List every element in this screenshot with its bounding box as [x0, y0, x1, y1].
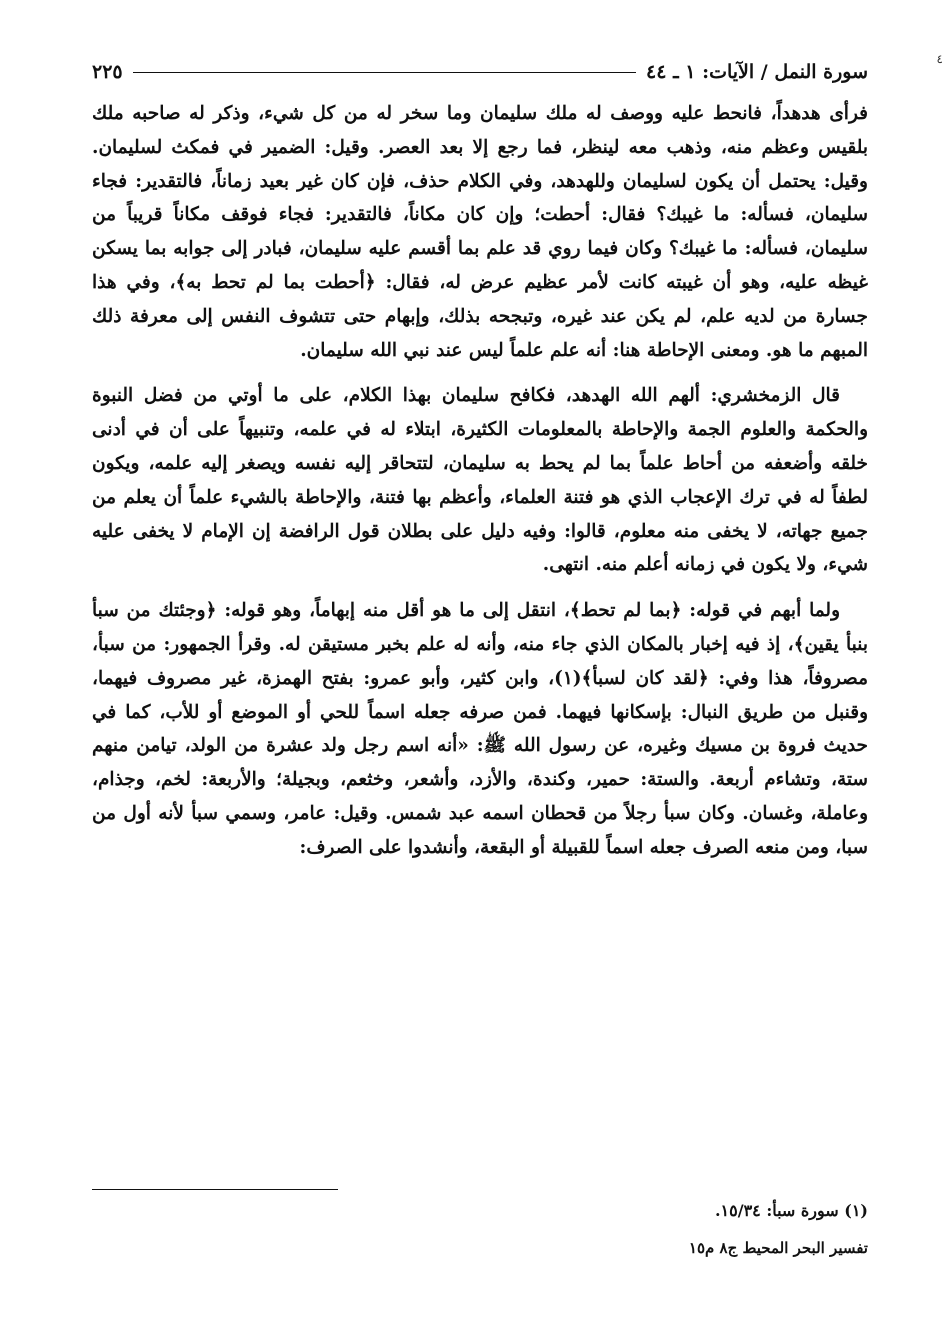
page-edge-mark: ٤ — [936, 52, 943, 66]
page-number: ٢٢٥ — [92, 61, 123, 83]
header-rule — [133, 72, 636, 73]
book-signature: تفسير البحر المحيط ج٨ م١٥ — [688, 1239, 868, 1257]
paragraph-3: ولما أبهم في قوله: ﴿بما لم تحط﴾، انتقل إلى ما هو أقل منه إبهاماً، وهو قوله: ﴿وجئتك من سبأ بنبأ يقين﴾، إذ فيه إخبار بالمكان الذي جاء منه، وأنه له علم بخبر مستيقن له. وقرأ الجمهور: من سبأ، مصروفاً، هذا وفي: ﴿لقد كان لسبأ﴾(١)، وابن كثير، وأبو عمرو: بفتح الهمزة، غير مصروف فيهما، وقنبل من طريق النبال: بإسكانها فيهما. فمن صرفه جعله اسماً للحي أو الموضع أو للأب، كما في حديث فروة بن مسيك وغيره، عن رسول الله ﷺ: «أنه اسم رجل ولد عشرة من الولد، تيامن منهم ستة، وتشاءم أربعة. والستة: حمير، وكندة، والأزد، وأشعر، وخثعم، وبجيلة؛ والأربعة: لخم، وجذام، وعاملة، وغسان. وكان سبأ رجلاً من قحطان اسمه عبد شمس. وقيل: عامر، وسمي سبأ لأنه أول من سبا، ومن منعه الصرف جعله اسماً للقبيلة أو البقعة، وأنشدوا على الصرف: — [92, 600, 868, 858]
surah-title: سورة النمل / الآيات: ١ ـ ٤٤ — [646, 61, 868, 83]
book-page — [92, 55, 868, 1315]
paragraph-1: فرأى هدهداً، فانحط عليه ووصف له ملك سليمان وما سخر له من كل شيء، وذكر له صاحبه ملك بلقيس وعظم منه، وذهب معه لينظر، فما رجع إلا بعد العصر. وقيل: الضمير في فمكث لسليمان. وقيل: يحتمل أن يكون لسليمان وللهدهد، وفي الكلام حذف، فإن كان غير بعيد زماناً، فالتقدير: فجاء سليمان، فسأله: ما غيبك؟ فقال: أحطت؛ وإن كان مكاناً، فالتقدير: فجاء فوقف مكاناً قريباً من سليمان، فسأله: ما غيبك؟ وكان فيما روي قد علم بما أقسم عليه سليمان، فبادر إلى جوابه بما يسكن غيظه عليه، وهو أن غيبته كانت لأمر عظيم عرض له، فقال: ﴿أحطت بما لم تحط به﴾، وفي هذا جسارة من لديه علم، لم يكن عند غيره، وتبجحه بذلك، وإبهام حتى تتشوف النفس إلى معرفة ذلك المبهم ما هو. ومعنى الإحاطة هنا: أنه علم علماً ليس عند نبي الله سليمان. — [92, 103, 868, 361]
paragraph-2: قال الزمخشري: ألهم الله الهدهد، فكافح سليمان بهذا الكلام، على ما أوتي من فضل النبوة والحكمة والعلوم الجمة والإحاطة بالمعلومات الكثيرة، ابتلاء له في علمه، وتنبيهاً على أن في أدنى خلقه وأضعفه من أحاط علماً بما لم يحط به سليمان، لتتحاقر إليه نفسه ويصغر إليه علمه، ويكون لطفاً له في ترك الإعجاب الذي هو فتنة العلماء، وأعظم بها فتنة، والإحاطة بالشيء علماً أن يعلم من جميع جهاته، لا يخفى منه معلوم، قالوا: وفيه دليل على بطلان قول الرافضة إن الإمام لا يخفى عليه شيء، ولا يكون في زمانه أعلم منه. انتهى. — [92, 385, 868, 576]
footnote: (١) سورة سبأ: ١٥/٣٤. — [714, 1201, 868, 1220]
running-header — [92, 55, 868, 89]
footnote-divider — [92, 1189, 338, 1190]
main-text — [92, 97, 868, 865]
